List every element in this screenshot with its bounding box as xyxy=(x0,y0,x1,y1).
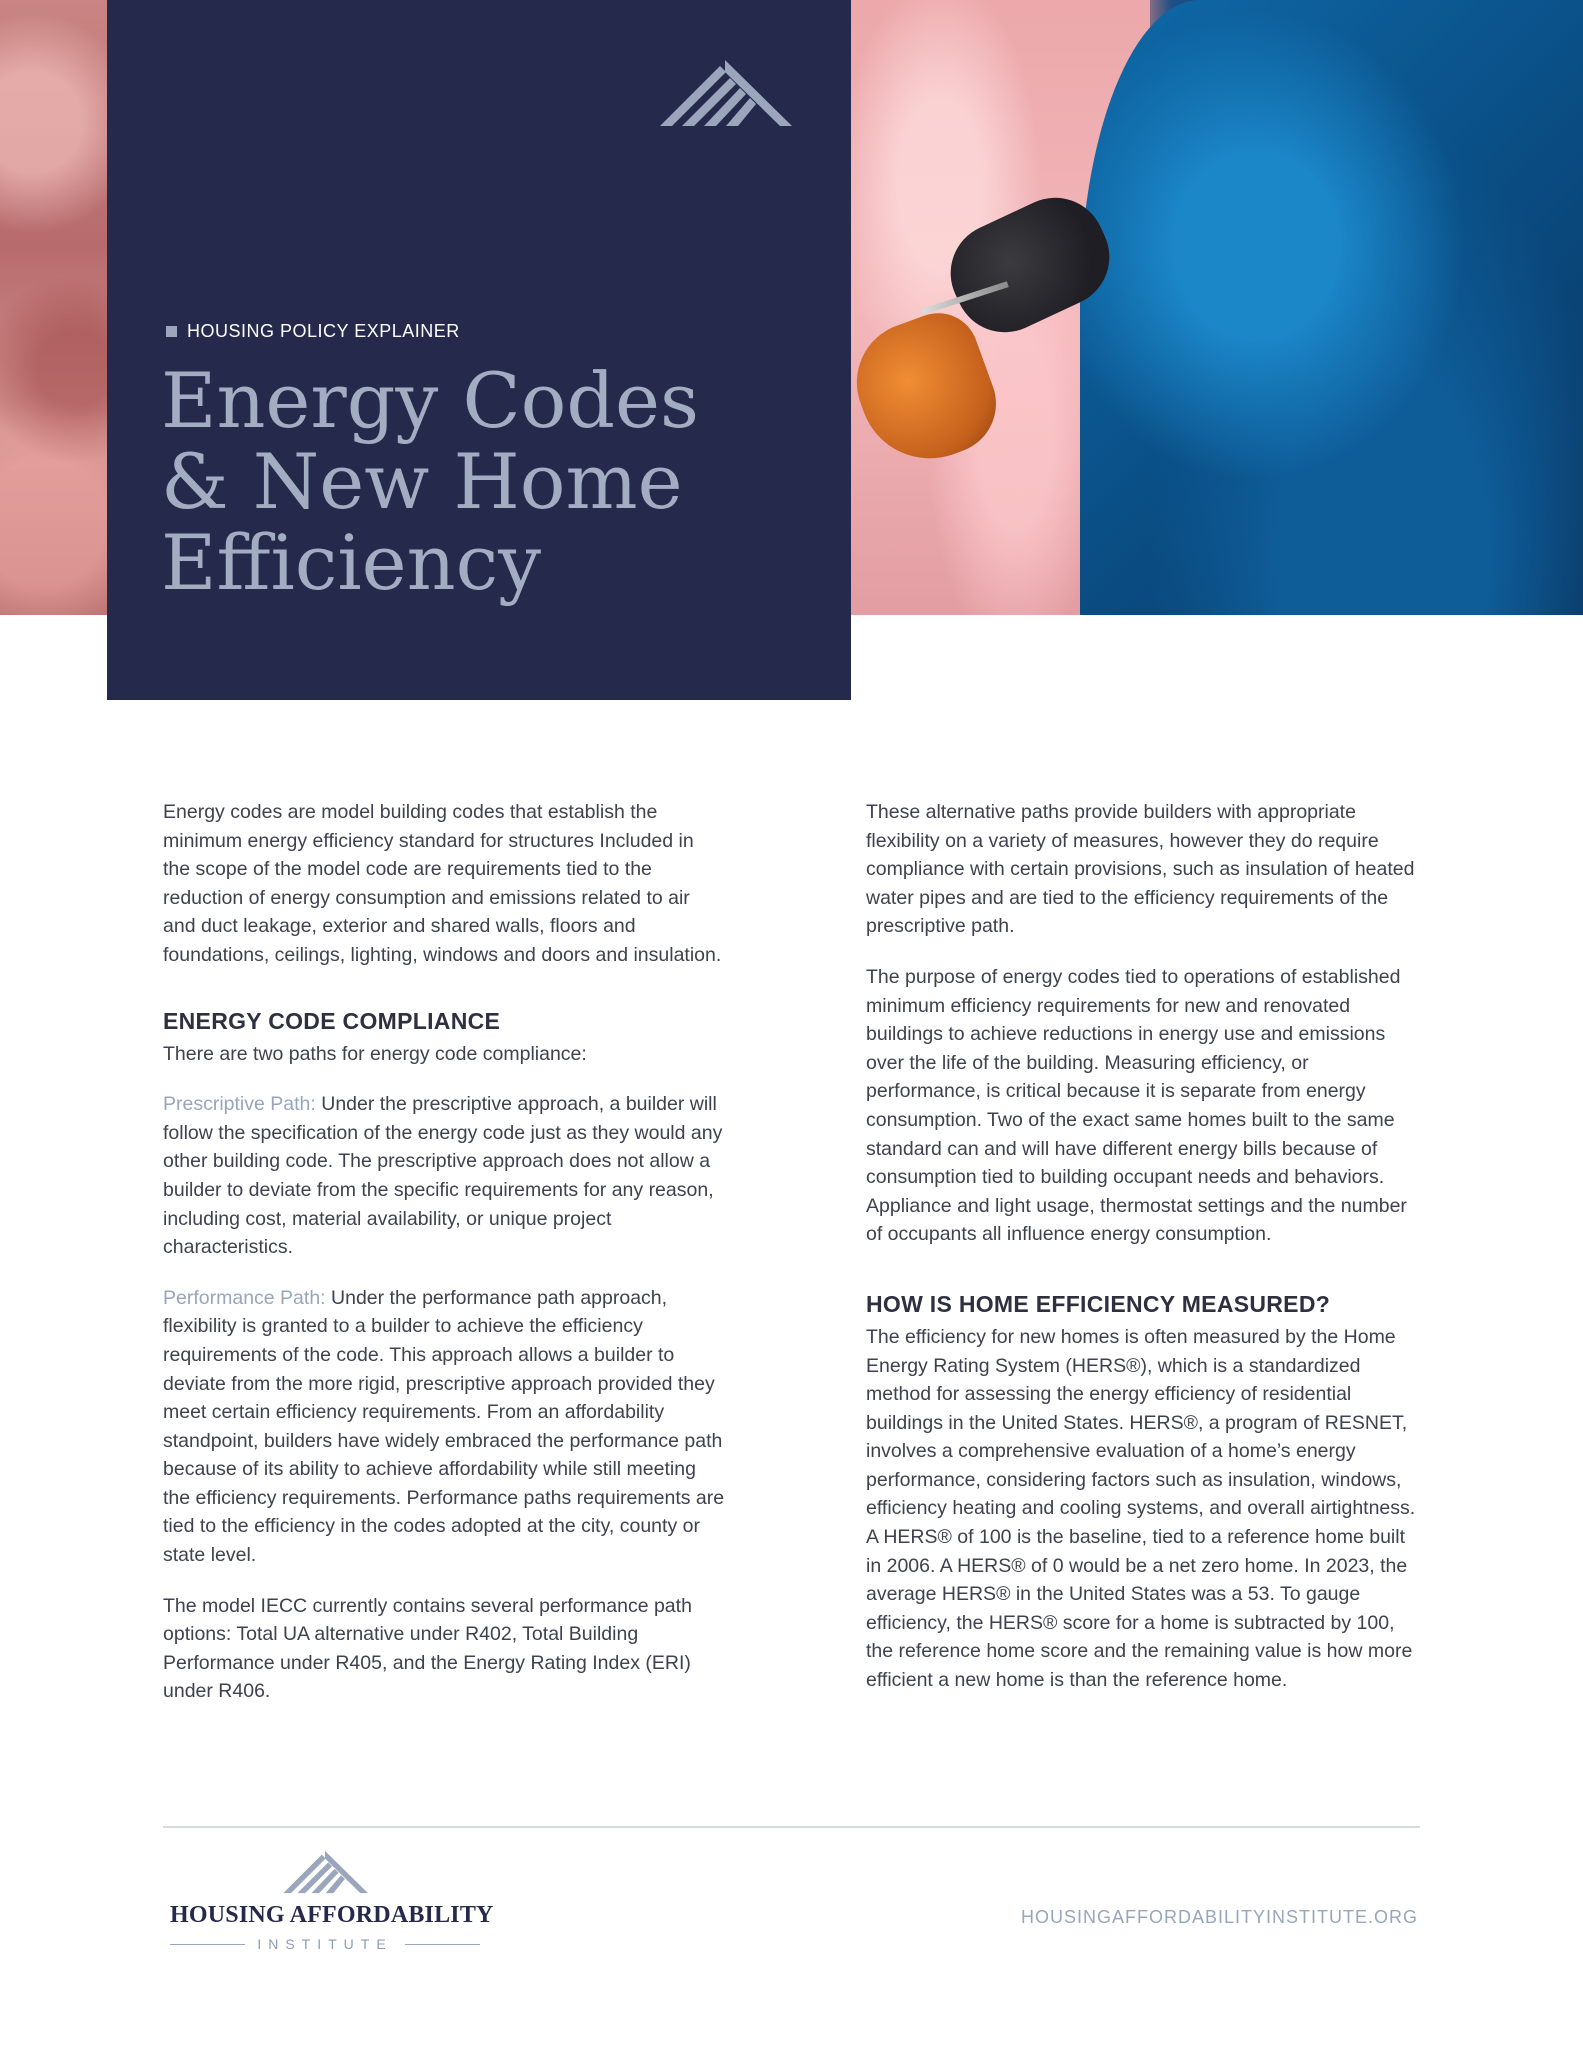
website-url[interactable]: HOUSINGAFFORDABILITYINSTITUTE.ORG xyxy=(1020,1907,1418,1927)
logo-subtitle: INSTITUTE xyxy=(257,1936,393,1952)
prescriptive-text: Under the prescriptive approach, a builder will follow the specification of the energy code just as they would any other building code. The prescriptive approach does not allow a builder to deviate from the specific requirements for any reason, including cost, material availability, or unique project characteristics. xyxy=(163,1093,723,1259)
prescriptive-label: Prescriptive Path: xyxy=(163,1093,316,1116)
performance-label: Performance Path: xyxy=(163,1286,326,1309)
logo-rule-right xyxy=(405,1944,480,1945)
left-column xyxy=(163,798,726,1728)
right-column xyxy=(866,798,1421,1717)
efficiency-heading: HOW IS HOME EFFICIENCY MEASURED? xyxy=(866,1290,1331,1317)
eyebrow-label: HOUSING POLICY EXPLAINER xyxy=(187,321,460,341)
hers-paragraph: The efficiency for new homes is often measured by the Home Energy Rating System (HERS®), which is a standardized method for assessing the energy efficiency of residential buildings in the United States. HERS®, a program of RESNET, involves a comprehensive evaluation of a home’s energy performance, considering factors such as insulation, windows, efficiency heating and cooling systems, and overall airtightness. A HERS® of 100 is the baseline, tied to a reference home built in 2006. A HERS® of 0 would be a net zero home. In 2023, the average HERS® in the United States was a 53. To gauge efficiency, the HERS® score for a home is subtracted by 100, the reference home score and the remaining value is how more efficient a new home is than the reference home. xyxy=(866,1325,1416,1692)
compliance-intro: There are two paths for energy code compliance: xyxy=(163,1042,587,1065)
roof-logo-icon xyxy=(658,60,792,126)
title-line-2: & New Home xyxy=(161,437,683,526)
purpose-paragraph: The purpose of energy codes tied to operations of established minimum efficiency requirements for new and renovated buildings to achieve reductions in energy use and emissions over the life of the building. Measuring efficiency, or performance, is critical because it is separate from energy consumption. Two of the exact same homes built to the same standard can and will have different energy bills because of consumption tied to building occupant needs and behaviors. Appliance and light usage, thermostat settings and the number of occupants all influence energy consumption. xyxy=(866,965,1407,1246)
footer-divider xyxy=(163,1826,1420,1828)
logo-name: HOUSING AFFORDABILITY xyxy=(170,1902,494,1928)
logo-subtitle-row xyxy=(170,1936,480,1952)
performance-paragraph xyxy=(163,1284,726,1570)
performance-text: Under the performance path approach, flexibility is granted to a builder to achieve the efficiency requirements of the code. This approach allows a builder to deviate from the more rigid, prescriptive approach provided they meet certain efficiency requirements. From an affordability standpoint, builders have widely embraced the performance path because of its ability to achieve affordability while still meeting the efficiency requirements. Performance paths requirements are tied to the efficiency in the codes adopted at the city, county or state level. xyxy=(163,1286,725,1567)
alt-paths-paragraph: These alternative paths provide builders with appropriate flexibility on a variety of measures, however they do require compliance with certain provisions, such as insulation of heated water pipes and are tied to the efficiency requirements of the prescriptive path. xyxy=(866,801,1415,938)
page-title xyxy=(161,356,761,607)
worker-image xyxy=(1080,0,1583,615)
logo-rule-left xyxy=(170,1944,245,1945)
compliance-heading: ENERGY CODE COMPLIANCE xyxy=(163,1007,501,1034)
title-line-1: Energy Codes xyxy=(161,356,700,445)
insulation-image-left xyxy=(0,0,107,615)
prescriptive-paragraph xyxy=(163,1090,726,1262)
iecc-paragraph: The model IECC currently contains several performance path options: Total UA alternative under R402, Total Building Performance under R405, and the Energy Rating Index (ERI) under R406. xyxy=(163,1594,692,1703)
eyebrow xyxy=(166,321,460,342)
intro-paragraph: Energy codes are model building codes that establish the minimum energy efficiency standard for structures Included in the scope of the model code are requirements tied to the reduction of energy consumption and emissions related to air and duct leakage, exterior and shared walls, floors and foundations, ceilings, lighting, windows and doors and insulation. xyxy=(163,801,722,966)
footer-logo xyxy=(170,1850,494,1955)
title-line-3: Efficiency xyxy=(161,518,542,607)
roof-logo-icon xyxy=(282,1850,368,1894)
square-bullet-icon xyxy=(166,326,177,337)
